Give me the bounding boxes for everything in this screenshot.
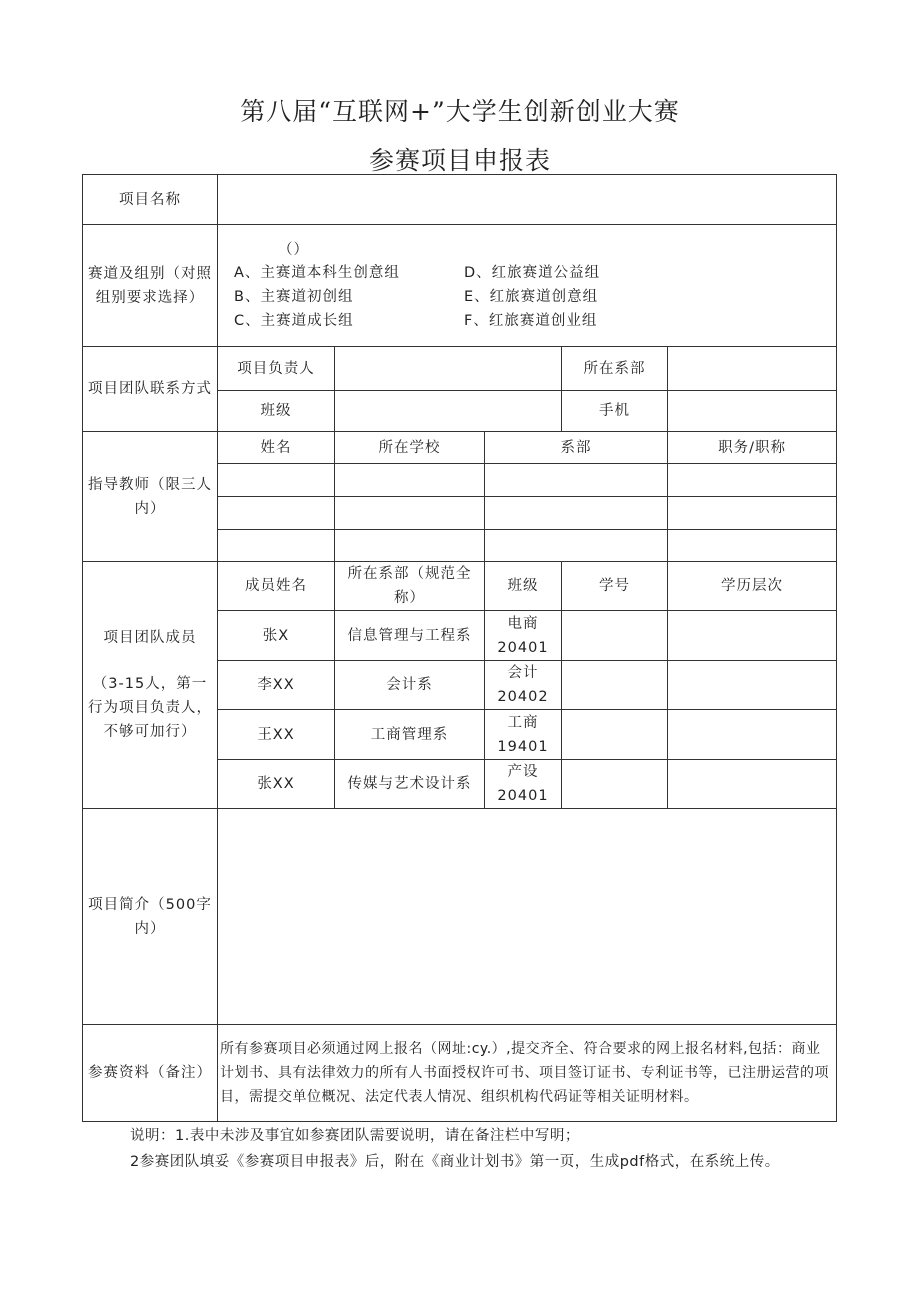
form-subtitle: 参赛项目申报表 <box>368 146 551 175</box>
class-field[interactable] <box>335 391 562 432</box>
member-edu[interactable] <box>668 611 837 661</box>
member-header-id: 学号 <box>562 562 668 611</box>
member-dept[interactable]: 会计系 <box>335 661 485 710</box>
dept-label: 所在系部 <box>562 347 668 391</box>
advisor-cell[interactable] <box>668 497 837 530</box>
phone-label: 手机 <box>562 391 668 432</box>
phone-field[interactable] <box>668 391 837 432</box>
members-note: （3-15人，第一行为项目负责人，不够可加行） <box>88 676 212 740</box>
member-class[interactable]: 工商19401 <box>485 710 562 760</box>
member-student-id[interactable] <box>562 710 668 760</box>
application-form-table <box>82 174 837 1122</box>
project-name-row <box>83 175 837 225</box>
leader-field[interactable] <box>335 347 562 391</box>
track-option-b: B、主赛道初创组 <box>234 288 354 305</box>
member-edu[interactable] <box>668 710 837 760</box>
member-dept[interactable]: 信息管理与工程系 <box>335 611 485 661</box>
member-student-id[interactable] <box>562 760 668 809</box>
form-title: 第八届“互联网+”大学生创新创业大赛 <box>240 97 680 126</box>
contact-label: 项目团队联系方式 <box>83 347 218 432</box>
track-row <box>83 225 837 347</box>
member-header-row <box>83 562 837 611</box>
advisor-cell[interactable] <box>485 497 668 530</box>
advisor-header-dept: 系部 <box>485 432 668 464</box>
advisor-cell[interactable] <box>668 530 837 562</box>
member-header-class: 班级 <box>485 562 562 611</box>
footnote-1: 说明：1.表中未涉及事宜如参赛团队需要说明，请在备注栏中写明； <box>130 1128 580 1144</box>
advisor-cell[interactable] <box>485 464 668 497</box>
member-name[interactable]: 王XX <box>218 710 335 760</box>
advisor-header-school: 所在学校 <box>335 432 485 464</box>
footnote-2: 2参赛团队填妥《参赛项目申报表》后，附在《商业计划书》第一页，生成pdf格式，在系统上传。 <box>130 1154 780 1170</box>
member-dept[interactable]: 工商管理系 <box>335 710 485 760</box>
member-header-name: 成员姓名 <box>218 562 335 611</box>
materials-row <box>83 1025 837 1122</box>
member-header-edu: 学历层次 <box>668 562 837 611</box>
members-label: 项目团队成员 <box>103 630 197 646</box>
member-dept[interactable]: 传媒与艺术设计系 <box>335 760 485 809</box>
advisor-cell[interactable] <box>668 464 837 497</box>
track-selection-paren: （） <box>278 241 309 258</box>
advisor-header-row <box>83 432 837 464</box>
advisor-header-title: 职务/职称 <box>668 432 837 464</box>
track-option-a: A、主赛道本科生创意组 <box>234 264 400 281</box>
track-option-c: C、主赛道成长组 <box>234 312 354 329</box>
advisor-cell[interactable] <box>335 530 485 562</box>
member-name[interactable]: 李XX <box>218 661 335 710</box>
track-options[interactable] <box>218 225 837 347</box>
advisor-cell[interactable] <box>335 497 485 530</box>
contact-row-1 <box>83 347 837 391</box>
member-name[interactable]: 张X <box>218 611 335 661</box>
materials-text: 所有参赛项目必须通过网上报名（网址:cy.）,提交齐全、符合要求的网上报名材料,包括：商业计划书、具有法律效力的所有人书面授权许可书、项目签订证书、专利证书等，已注册运营的项目，需提交单位概况、法定代表人情况、组织机构代码证等相关证明材料。 <box>218 1025 837 1122</box>
advisor-cell[interactable] <box>485 530 668 562</box>
member-student-id[interactable] <box>562 611 668 661</box>
member-header-dept: 所在系部（规范全称） <box>335 562 485 611</box>
intro-field[interactable] <box>218 809 837 1025</box>
advisor-cell[interactable] <box>335 464 485 497</box>
advisor-header-name: 姓名 <box>218 432 335 464</box>
class-label: 班级 <box>218 391 335 432</box>
track-option-f: F、红旅赛道创业组 <box>464 312 598 329</box>
dept-field[interactable] <box>668 347 837 391</box>
member-name[interactable]: 张XX <box>218 760 335 809</box>
track-option-e: E、红旅赛道创意组 <box>464 288 599 305</box>
member-student-id[interactable] <box>562 661 668 710</box>
materials-label: 参赛资料（备注） <box>83 1025 218 1122</box>
member-edu[interactable] <box>668 760 837 809</box>
advisor-cell[interactable] <box>218 464 335 497</box>
track-label: 赛道及组别（对照组别要求选择） <box>83 225 218 347</box>
project-name-field[interactable] <box>218 175 837 225</box>
member-edu[interactable] <box>668 661 837 710</box>
track-option-d: D、红旅赛道公益组 <box>464 264 601 281</box>
leader-label: 项目负责人 <box>218 347 335 391</box>
advisor-cell[interactable] <box>218 497 335 530</box>
advisor-label: 指导教师（限三人内） <box>83 432 218 562</box>
members-label-cell <box>83 562 218 809</box>
project-name-label: 项目名称 <box>83 175 218 225</box>
intro-label: 项目简介（500字内） <box>83 809 218 1025</box>
member-class[interactable]: 会计20402 <box>485 661 562 710</box>
member-class[interactable]: 产设20401 <box>485 760 562 809</box>
member-class[interactable]: 电商20401 <box>485 611 562 661</box>
advisor-cell[interactable] <box>218 530 335 562</box>
intro-row <box>83 809 837 1025</box>
